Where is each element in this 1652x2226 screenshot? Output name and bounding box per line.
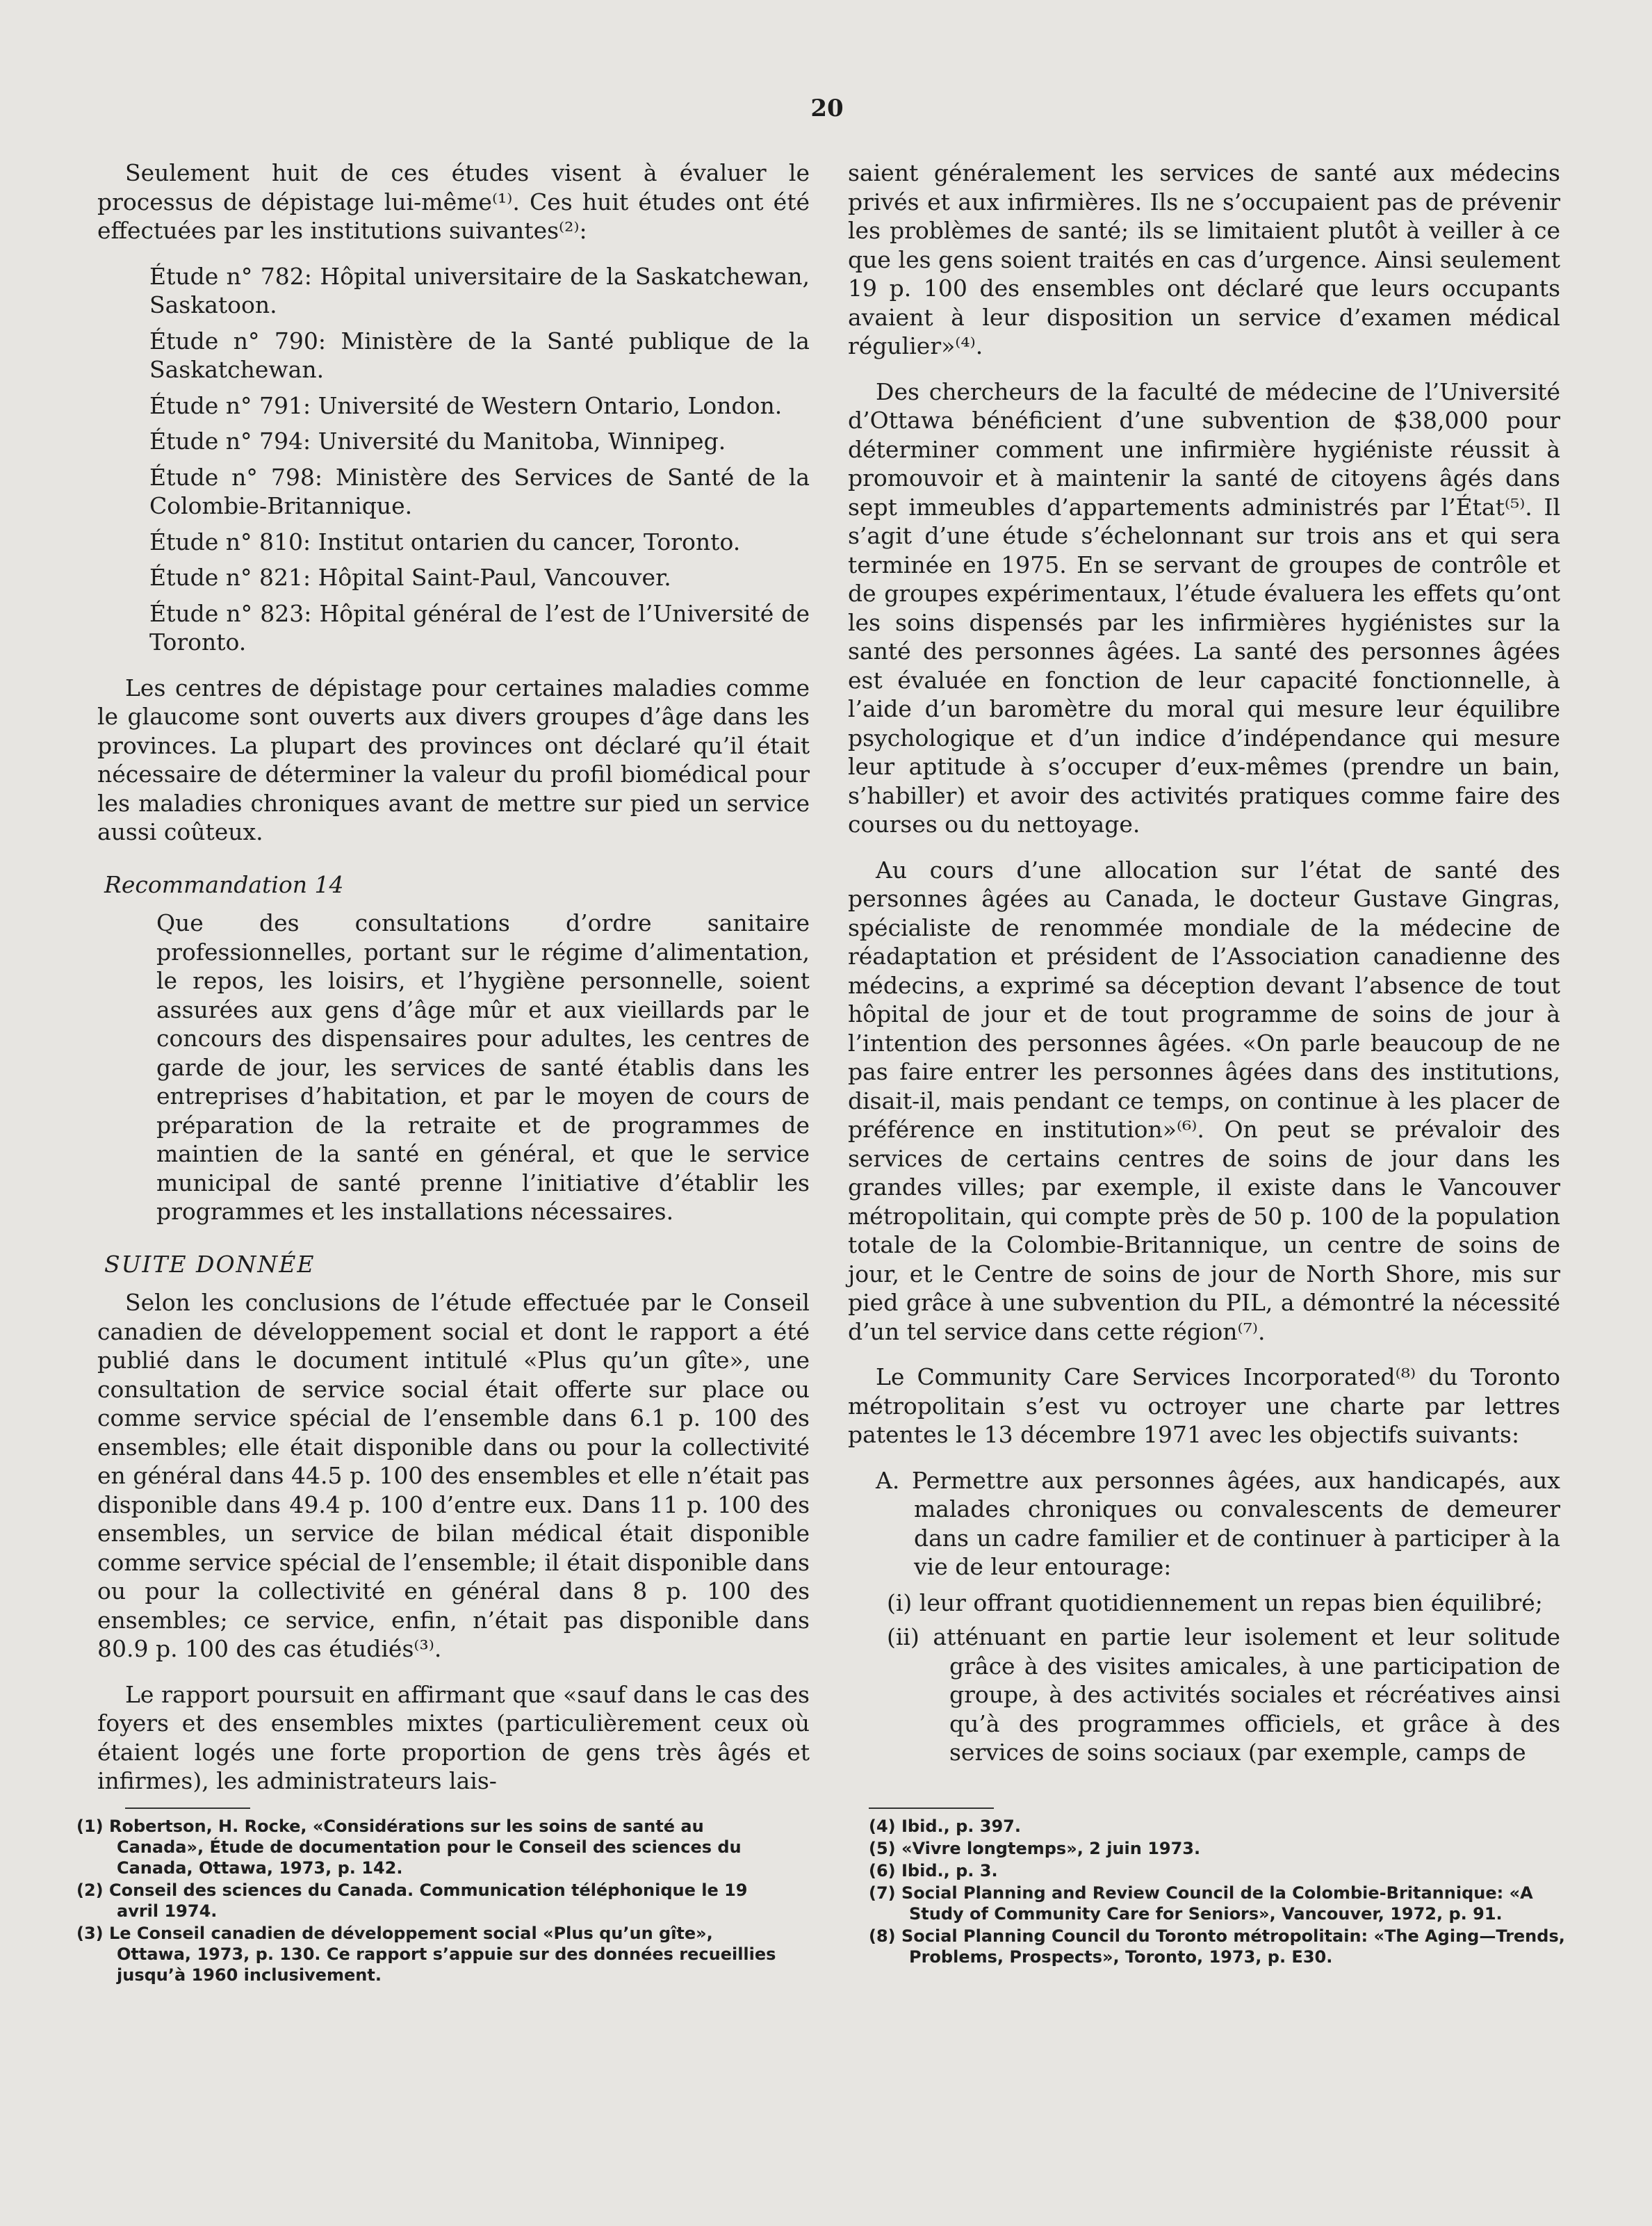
footnote: (2) Conseil des sciences du Canada. Communication téléphonique le 19 avril 1974. (76, 1880, 748, 1921)
study-item: Étude n° 798: Ministère des Services de Santé de la Colombie-Britannique. (149, 463, 810, 519)
objective-sub-item: (ii) atténuant en partie leur isolement et leur solitude grâce à des visites amicales, à une participation de groupe, à des activités sociales et récréatives ainsi qu’à des programmes officiels, et grâce à des services de soins sociaux (par exemple, camps de (887, 1623, 1560, 1766)
footnotes-left (76, 1807, 789, 1987)
footnote: (7) Social Planning and Review Council de la Colombie-Britannique: «A Study of Community Care for Seniors», Vancouver, 1972, p. 91. (869, 1883, 1533, 1924)
study-item: Étude n° 791: Université de Western Ontario, London. (149, 391, 783, 419)
footnote: (1) Robertson, H. Rocke, «Considérations sur les soins de santé au Canada», Étude de documentation pour le Conseil des sciences du Canada, Ottawa, 1973, p. 142. (76, 1817, 742, 1878)
study-item: Étude n° 790: Ministère de la Santé publique de la Saskatchewan. (149, 327, 810, 383)
selon-paragraph: Selon les conclusions de l’étude effectuée par le Conseil canadien de développement social et dont le rapport a été publié dans le document intitulé «Plus qu’un gîte», une consultation de service social était offerte sur place ou comme service spécial de l’ensemble dans 6.1 p. 100 des ensembles; elle était disponible dans ou pour la collectivité en général dans 44.5 p. 100 des ensembles et elle n’était pas disponible dans 49.4 p. 100 d’entre eux. Dans 11 p. 100 des ensembles, un service de bilan médical était disponible comme service spécial de l’ensemble; il était disponible dans ou pour la collectivité en général dans 8 p. 100 des ensembles; ce service, enfin, n’était pas disponible dans 80.9 p. 100 des cas étudiés⁽³⁾. (97, 1289, 810, 1662)
left-column (97, 159, 810, 1812)
page-number: 20 (810, 95, 844, 122)
rapport-paragraph: Le rapport poursuit en affirmant que «sauf dans le cas des foyers et des ensembles mixtes (particulièrement ceux où étaient logés une forte proportion de gens très âgés et infirmes), les administrateurs lais- (97, 1680, 810, 1794)
suite-donnee-heading: SUITE DONNÉE (104, 1250, 316, 1278)
footnote: (5) «Vivre longtemps», 2 juin 1973. (869, 1839, 1201, 1858)
objective-sub-item: (i) leur offrant quotidiennement un repas bien équilibré; (887, 1589, 1543, 1616)
footnote-rule (125, 1807, 250, 1809)
study-item: Étude n° 794: Université du Manitoba, Winnipeg. (149, 428, 726, 455)
community-care-paragraph: Le Community Care Services Incorporated⁽⁸⁾ du Toronto métropolitain s’est vu octroyer une charte par lettres patentes le 13 décembre 1971 avec les objectifs suivants: (848, 1363, 1560, 1448)
continued-paragraph: saient généralement les services de santé aux médecins privés et aux infirmières. Ils ne s’occupaient pas de prévenir les problèmes de santé; ils se limitaient plutôt à veiller à ce que les gens soient traités en cas d’urgence. Ainsi seulement 19 p. 100 des ensembles ont déclaré que leurs occupants avaient à leur disposition un service d’examen médical régulier»⁽⁴⁾. (848, 159, 1560, 359)
footnotes-right (869, 1807, 1581, 1969)
gingras-paragraph: Au cours d’une allocation sur l’état de santé des personnes âgées au Canada, le docteur Gustave Gingras, spécialiste de renommée mondiale de la médecine de réadaptation et président de l’Association canadienne des médecins, a exprimé sa déception devant l’absence de tout hôpital de jour et de tout programme de soins de jour à l’intention des personnes âgées. «On parle beaucoup de ne pas faire entrer les personnes âgées dans des institutions, disait-il, mais pendant ce temps, on continue à les placer de préférence en institution»⁽⁶⁾. On peut se prévaloir des services de certains centres de soins de jour dans les grandes villes; par exemple, il existe dans le Vancouver métropolitain, qui compte près de 50 p. 100 de la population totale de la Colombie-Britannique, un centre de soins de jour, et le Centre de soins de jour de North Shore, mis sur pied grâce à une subvention du PIL, a démontré la nécessité d’un tel service dans cette région⁽⁷⁾. (848, 856, 1560, 1345)
footnote: (4) Ibid., p. 397. (869, 1817, 1021, 1836)
study-item: Étude n° 823: Hôpital général de l’est de l’Université de Toronto. (149, 599, 810, 656)
footnote-rule (869, 1807, 994, 1809)
study-item: Étude n° 810: Institut ontarien du cancer, Toronto. (149, 528, 741, 555)
ottawa-paragraph: Des chercheurs de la faculté de médecine de l’Université d’Ottawa bénéficient d’une subvention de $38,000 pour déterminer comment une infirmière hygiéniste réussit à promouvoir et à maintenir la santé de citoyens âgés dans sept immeubles d’appartements administrés par l’État⁽⁵⁾. Il s’agit d’une étude s’échelonnant sur trois ans et qui sera terminée en 1975. En se servant de groupes de contrôle et de groupes expérimentaux, l’étude évaluera les effets qu’ont les soins dispensés par les infirmières hygiénistes sur la santé des personnes âgées. La santé des personnes âgées est évaluée en fonction de leur capacité fonctionnelle, à l’aide d’un baromètre du moral qui mesure leur équilibre psychologique et d’un indice d’indépendance qui mesure leur aptitude à s’occuper d’eux-mêmes (prendre un bain, s’habiller) et avoir des activités pratiques comme faire des courses ou du nettoyage. (848, 377, 1560, 838)
study-item: Étude n° 782: Hôpital universitaire de la Saskatchewan, Saskatoon. (149, 262, 810, 318)
right-column (848, 159, 1560, 1773)
footnote: (6) Ibid., p. 3. (869, 1861, 998, 1880)
intro-paragraph: Seulement huit de ces études visent à évaluer le processus de dépistage lui-même⁽¹⁾. Ces huit études ont été effectuées par les institutions suivantes⁽²⁾: (97, 159, 810, 244)
footnote: (8) Social Planning Council du Toronto métropolitain: «The Aging—Trends, Problems, Prospects», Toronto, 1973, p. E30. (869, 1926, 1565, 1967)
study-list (97, 262, 810, 657)
recommendation-text: Que des consultations d’ordre sanitaire professionnelles, portant sur le régime d’alimentation, le repos, les loisirs, et l’hygiène personnelle, soient assurées aux gens d’âge mûr et aux vieillards par le concours des dispensaires pour adultes, les centres de garde de jour, les services de santé établis dans les entreprises d’habitation, et par le moyen de cours de préparation de la retraite et de programmes de maintien de la santé en général, et que le service municipal de santé prenne l’initiative d’établir les programmes et les installations nécessaires. (156, 909, 810, 1225)
footnote: (3) Le Conseil canadien de développement social «Plus qu’un gîte», Ottawa, 1973, p. 130. Ce rapport s’appuie sur des données recueillies jusqu’à 1960 inclusivement. (76, 1924, 776, 1985)
objective-a: A. Permettre aux personnes âgées, aux handicapés, aux malades chroniques ou convalescents de demeurer dans un cadre familier et de continuer à participer à la vie de leur entourage: (876, 1466, 1560, 1580)
recommendation-heading: Recommandation 14 (104, 870, 344, 898)
study-item: Étude n° 821: Hôpital Saint-Paul, Vancouver. (149, 564, 671, 591)
centres-paragraph: Les centres de dépistage pour certaines maladies comme le glaucome sont ouverts aux divers groupes d’âge dans les provinces. La plupart des provinces ont déclaré qu’il était nécessaire de déterminer la valeur du profil biomédical pour les maladies chroniques avant de mettre sur pied un service aussi coûteux. (97, 674, 810, 845)
